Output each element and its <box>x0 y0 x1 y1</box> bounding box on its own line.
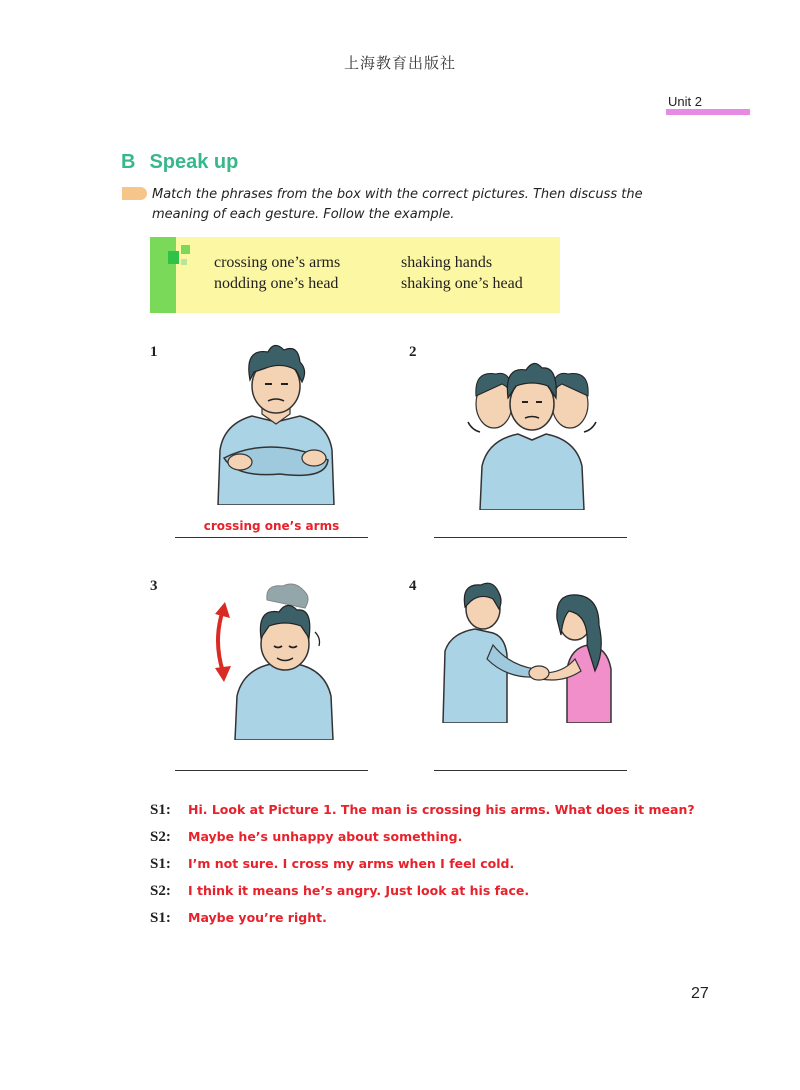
phrase-box-decoration <box>181 259 187 265</box>
picture-number-2: 2 <box>409 344 417 360</box>
dialogue-text: Hi. Look at Picture 1. The man is crossing his arms. What does it mean? <box>188 802 695 817</box>
page-number: 27 <box>691 985 709 1002</box>
phrase-box-decoration <box>181 245 190 254</box>
picture-nodding-head <box>205 568 340 740</box>
picture-number-4: 4 <box>409 578 417 594</box>
dialogue-text: I’m not sure. I cross my arms when I feel cold. <box>188 856 515 871</box>
answer-line-2[interactable] <box>434 537 627 538</box>
unit-label: Unit 2 <box>668 94 702 109</box>
dialogue-speaker: S2: <box>150 883 171 899</box>
dialogue-line <box>150 829 695 856</box>
phrase-item: shaking hands <box>401 254 493 271</box>
publisher-header: 上海教育出版社 <box>343 54 456 72</box>
phrase-box-strip <box>150 237 176 313</box>
instruction-text: Match the phrases from the box with the correct pictures. Then discuss the meaning of each gesture. Follow the example. <box>152 187 643 222</box>
picture-shaking-head <box>462 340 602 510</box>
picture-number-1: 1 <box>150 344 158 360</box>
answer-line-3[interactable] <box>175 770 368 771</box>
dialogue-text: Maybe you’re right. <box>188 910 327 925</box>
dialogue-speaker: S2: <box>150 829 171 845</box>
dialogue-text: I think it means he’s angry. Just look at his face. <box>188 883 530 898</box>
phrase-item: crossing one’s arms <box>214 254 341 271</box>
phrase-item: nodding one’s head <box>214 275 339 292</box>
dialogue-line <box>150 802 695 829</box>
unit-bar <box>666 109 750 115</box>
picture-shaking-hands <box>435 575 625 723</box>
instruction-icon <box>122 187 147 200</box>
answer-line-1[interactable] <box>175 537 368 538</box>
dialogue-line <box>150 883 695 910</box>
picture-number-3: 3 <box>150 578 158 594</box>
answer-line-4[interactable] <box>434 770 627 771</box>
answer-1: crossing one’s arms <box>203 519 340 533</box>
dialogue-line <box>150 910 695 937</box>
dialogue-speaker: S1: <box>150 802 171 818</box>
section-title <box>121 151 238 174</box>
section-letter: B <box>121 151 136 173</box>
dialogue-speaker: S1: <box>150 856 171 872</box>
dialogue-speaker: S1: <box>150 910 171 926</box>
phrase-item: shaking one’s head <box>401 275 523 292</box>
picture-crossing-arms <box>210 340 342 505</box>
dialogue-line <box>150 856 695 883</box>
dialogue <box>150 802 695 937</box>
phrase-box <box>150 237 560 313</box>
section-heading: Speak up <box>149 151 239 173</box>
phrase-list <box>214 253 571 294</box>
dialogue-text: Maybe he’s unhappy about something. <box>188 829 463 844</box>
phrase-box-decoration <box>168 251 179 264</box>
